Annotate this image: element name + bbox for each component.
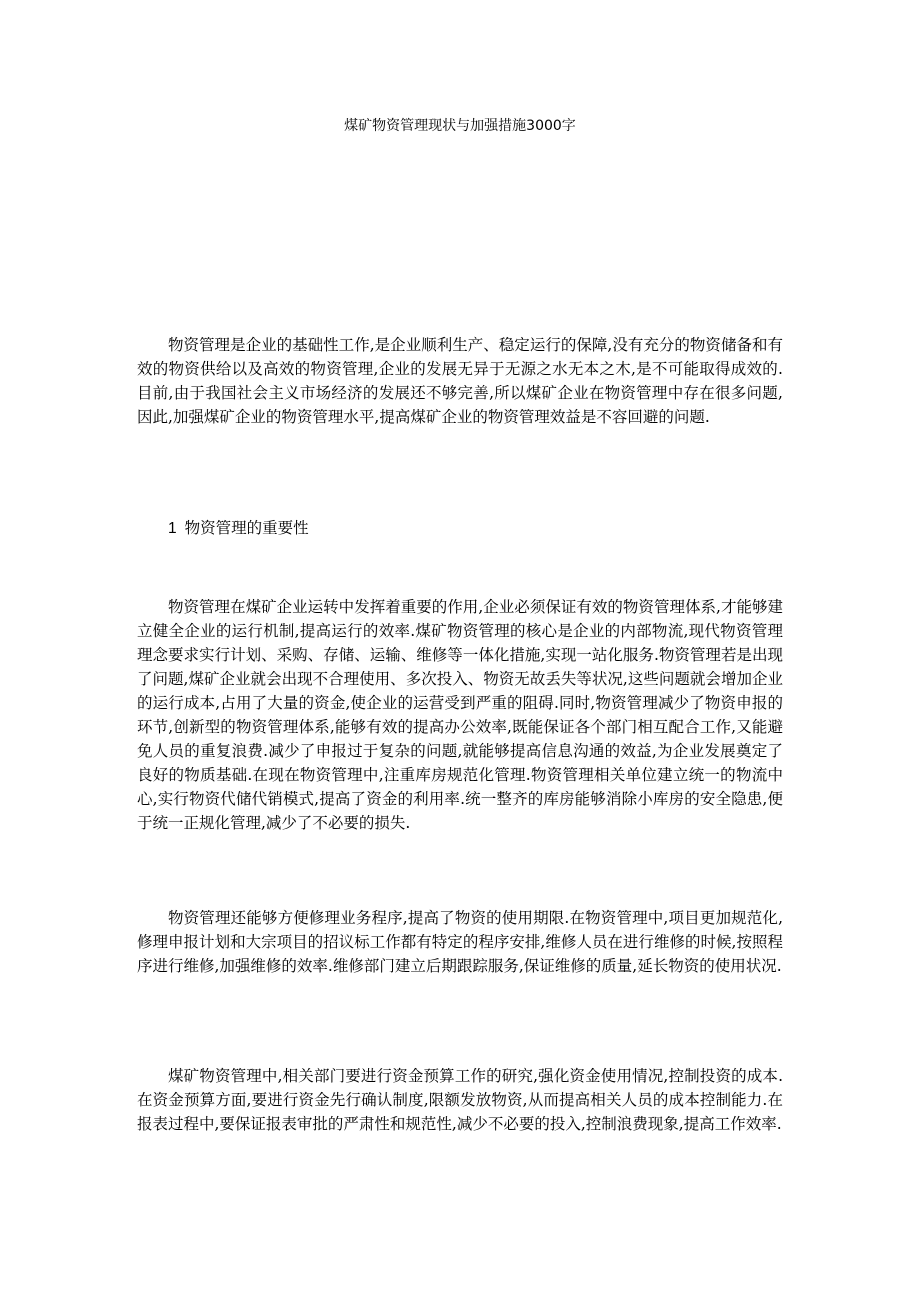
body-paragraph-1: 物资管理在煤矿企业运转中发挥着重要的作用,企业必须保证有效的物资管理体系,才能够建立健全企业的运行机制,提高运行的效率.煤矿物资管理的核心是企业的内部物流,现代物资管理理念要求实行计划、采购、存储、运输、维修等一体化措施,实现一站化服务.物资管理若是出现了问题,煤矿企业就会出现不合理使用、多次投入、物资无故丢失等状况,这些问题就会增加企业的运行成本,占用了大量的资金,使企业的运营受到严重的阻碍.同时,物资管理减少了物资申报的环节,创新型的物资管理体系,能够有效的提高办公效率,既能保证各个部门相互配合工作,又能避免人员的重复浪费.减少了申报过于复杂的问题,就能够提高信息沟通的效益,为企业发展奠定了良好的物质基础.在现在物资管理中,注重库房规范化管理.物资管理相关单位建立统一的物流中心,实行物资代储代销模式,提高了资金的利用率.统一整齐的库房能够消除小库房的安全隐患,便于统一正规化管理,减少了不必要的损失.	[137, 598, 783, 832]
section-heading	[168, 516, 309, 541]
body-paragraph-3: 煤矿物资管理中,相关部门要进行资金预算工作的研究,强化资金使用情况,控制投资的成本.在资金预算方面,要进行资金先行确认制度,限额发放物资,从而提高相关人员的成本控制能力.在报表过程中,要保证报表审批的严肃性和规范性,减少不必要的投入,控制浪费现象,提高工作效率.	[137, 1067, 783, 1133]
intro-paragraph: 物资管理是企业的基础性工作,是企业顺利生产、稳定运行的保障,没有充分的物资储备和有效的物资供给以及高效的物资管理,企业的发展无异于无源之水无本之木,是不可能取得成效的.目前,由于我国社会主义市场经济的发展还不够完善,所以煤矿企业在物资管理中存在很多问题,因此,加强煤矿企业的物资管理水平,提高煤矿企业的物资管理效益是不容回避的问题.	[137, 336, 783, 426]
page-title: 煤矿物资管理现状与加强措施3000字	[344, 118, 576, 134]
body-paragraph-2: 物资管理还能够方便修理业务程序,提高了物资的使用期限.在物资管理中,项目更加规范化,修理申报计划和大宗项目的招议标工作都有特定的程序安排,维修人员在进行维修的时候,按照程序进行维修,加强维修的效率.维修部门建立后期跟踪服务,保证维修的质量,延长物资的使用状况.	[137, 909, 783, 975]
section-heading-text: 物资管理的重要性	[184, 519, 309, 537]
section-number: 1	[168, 520, 177, 537]
